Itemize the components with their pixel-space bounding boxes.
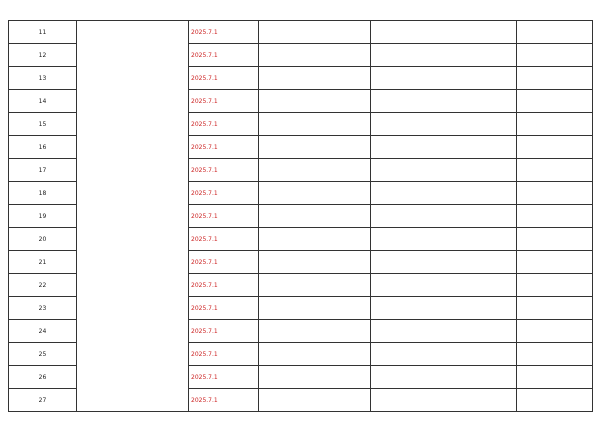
spec-cell (259, 389, 371, 412)
description-cell (371, 182, 517, 205)
date-highlight: 2025.7.1 (191, 74, 218, 82)
row-number-cell: 13 (9, 67, 77, 90)
row-number-cell: 15 (9, 113, 77, 136)
spec-cell (259, 113, 371, 136)
spec-cell (259, 228, 371, 251)
row-number-cell: 19 (9, 205, 77, 228)
description-cell (371, 343, 517, 366)
description-cell (371, 274, 517, 297)
row-number-cell: 26 (9, 366, 77, 389)
description-cell (371, 228, 517, 251)
note-cell (517, 136, 593, 159)
date-cell (189, 21, 259, 44)
note-cell (517, 366, 593, 389)
row-number-cell: 22 (9, 274, 77, 297)
date-cell (189, 297, 259, 320)
spec-cell (259, 182, 371, 205)
note-cell (517, 182, 593, 205)
date-highlight: 2025.7.1 (191, 373, 218, 381)
spec-cell (259, 343, 371, 366)
note-cell (517, 228, 593, 251)
description-cell (371, 90, 517, 113)
date-cell (189, 228, 259, 251)
spec-cell (259, 136, 371, 159)
spec-cell (259, 297, 371, 320)
date-highlight: 2025.7.1 (191, 327, 218, 335)
description-cell (371, 297, 517, 320)
description-cell (371, 44, 517, 67)
note-cell (517, 274, 593, 297)
spec-cell (259, 90, 371, 113)
date-highlight: 2025.7.1 (191, 120, 218, 128)
date-highlight: 2025.7.1 (191, 212, 218, 220)
date-cell (189, 205, 259, 228)
date-cell (189, 136, 259, 159)
note-cell (517, 113, 593, 136)
row-number-cell: 24 (9, 320, 77, 343)
spec-cell (259, 205, 371, 228)
date-highlight: 2025.7.1 (191, 396, 218, 404)
date-highlight: 2025.7.1 (191, 281, 218, 289)
row-number-cell: 11 (9, 21, 77, 44)
row-number-cell: 20 (9, 228, 77, 251)
note-cell (517, 389, 593, 412)
project-table (8, 20, 593, 412)
date-highlight: 2025.7.1 (191, 189, 218, 197)
date-highlight: 2025.7.1 (191, 304, 218, 312)
date-cell (189, 113, 259, 136)
description-cell (371, 113, 517, 136)
note-cell (517, 205, 593, 228)
row-number-cell: 14 (9, 90, 77, 113)
date-cell (189, 251, 259, 274)
spec-cell (259, 366, 371, 389)
spec-cell (259, 251, 371, 274)
date-cell (189, 320, 259, 343)
date-highlight: 2025.7.1 (191, 28, 218, 36)
date-cell (189, 343, 259, 366)
note-cell (517, 297, 593, 320)
spec-cell (259, 21, 371, 44)
row-number-cell: 25 (9, 343, 77, 366)
note-cell (517, 90, 593, 113)
spec-cell (259, 320, 371, 343)
description-cell (371, 366, 517, 389)
description-cell (371, 205, 517, 228)
date-highlight: 2025.7.1 (191, 97, 218, 105)
date-highlight: 2025.7.1 (191, 258, 218, 266)
date-cell (189, 274, 259, 297)
row-number-cell: 16 (9, 136, 77, 159)
note-cell (517, 159, 593, 182)
description-cell (371, 136, 517, 159)
note-cell (517, 44, 593, 67)
date-cell (189, 67, 259, 90)
table-row (9, 21, 593, 44)
row-number-cell: 27 (9, 389, 77, 412)
description-cell (371, 159, 517, 182)
description-cell (371, 21, 517, 44)
date-cell (189, 90, 259, 113)
date-cell (189, 366, 259, 389)
date-highlight: 2025.7.1 (191, 166, 218, 174)
spec-cell (259, 44, 371, 67)
date-cell (189, 182, 259, 205)
row-number-cell: 18 (9, 182, 77, 205)
spec-cell (259, 67, 371, 90)
description-cell (371, 251, 517, 274)
row-number-cell: 17 (9, 159, 77, 182)
row-number-cell: 21 (9, 251, 77, 274)
description-cell (371, 67, 517, 90)
spec-cell (259, 274, 371, 297)
table-body (9, 21, 593, 412)
spec-cell (259, 159, 371, 182)
project-name-cell (77, 21, 189, 412)
row-number-cell: 23 (9, 297, 77, 320)
note-cell (517, 67, 593, 90)
description-cell (371, 320, 517, 343)
date-highlight: 2025.7.1 (191, 51, 218, 59)
date-highlight: 2025.7.1 (191, 143, 218, 151)
note-cell (517, 21, 593, 44)
date-highlight: 2025.7.1 (191, 235, 218, 243)
note-cell (517, 343, 593, 366)
date-cell (189, 159, 259, 182)
description-cell (371, 389, 517, 412)
note-cell (517, 251, 593, 274)
date-cell (189, 44, 259, 67)
row-number-cell: 12 (9, 44, 77, 67)
date-highlight: 2025.7.1 (191, 350, 218, 358)
date-cell (189, 389, 259, 412)
note-cell (517, 320, 593, 343)
